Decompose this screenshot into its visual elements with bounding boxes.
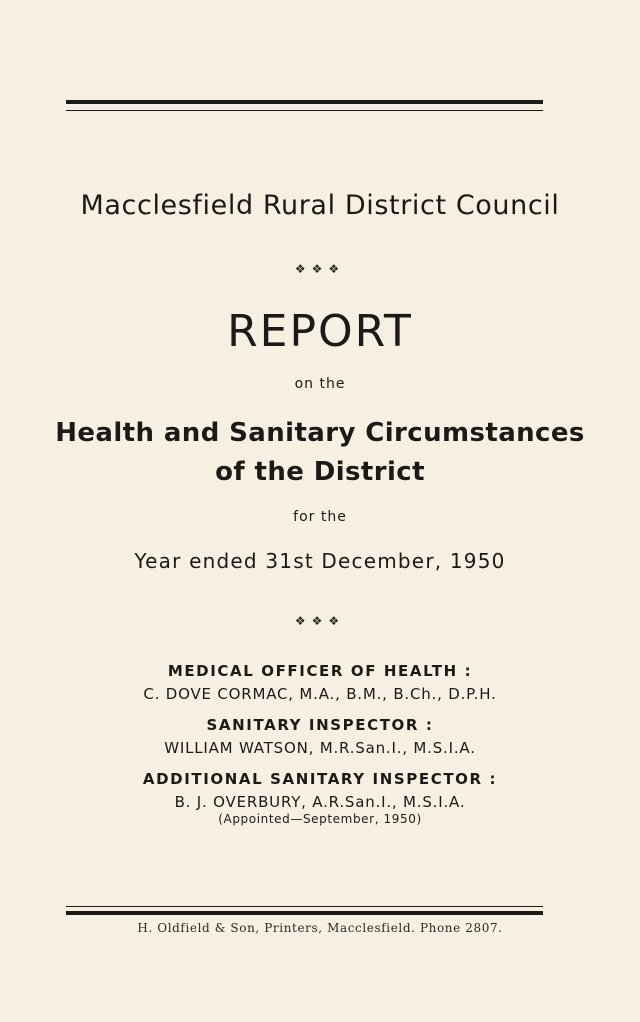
officer-role-additional: ADDITIONAL SANITARY INSPECTOR :	[142, 770, 498, 788]
ornament-top: ❖❖❖	[294, 262, 346, 276]
officer-name-medical: C. DOVE CORMAC, M.A., B.M., B.Ch., D.P.H.	[143, 685, 497, 703]
officer-role-sanitary: SANITARY INSPECTOR :	[206, 716, 434, 734]
bottom-rule-thick	[66, 911, 543, 915]
ornament-bottom: ❖❖❖	[294, 614, 346, 628]
subject-line-1: Health and Sanitary Circumstances	[55, 418, 585, 448]
officer-role-medical: MEDICAL OFFICER OF HEALTH :	[167, 662, 473, 680]
appointment-note: (Appointed—September, 1950)	[218, 812, 422, 826]
top-rule	[66, 100, 543, 111]
officer-name-additional: B. J. OVERBURY, A.R.San.I., M.S.I.A.	[174, 793, 466, 811]
year-line: Year ended 31st December, 1950	[134, 549, 506, 573]
bottom-rule	[66, 906, 543, 915]
subject-line-2: of the District	[215, 457, 425, 487]
officer-name-sanitary: WILLIAM WATSON, M.R.San.I., M.S.I.A.	[164, 739, 476, 757]
council-name: Macclesfield Rural District Council	[80, 190, 560, 221]
report-title: REPORT	[227, 306, 413, 357]
printer-imprint: H. Oldfield & Son, Printers, Macclesfield. Phone 2807.	[137, 921, 503, 935]
for-the-text: for the	[293, 509, 347, 525]
on-the-text: on the	[294, 376, 346, 392]
top-rule-thin	[66, 110, 543, 111]
